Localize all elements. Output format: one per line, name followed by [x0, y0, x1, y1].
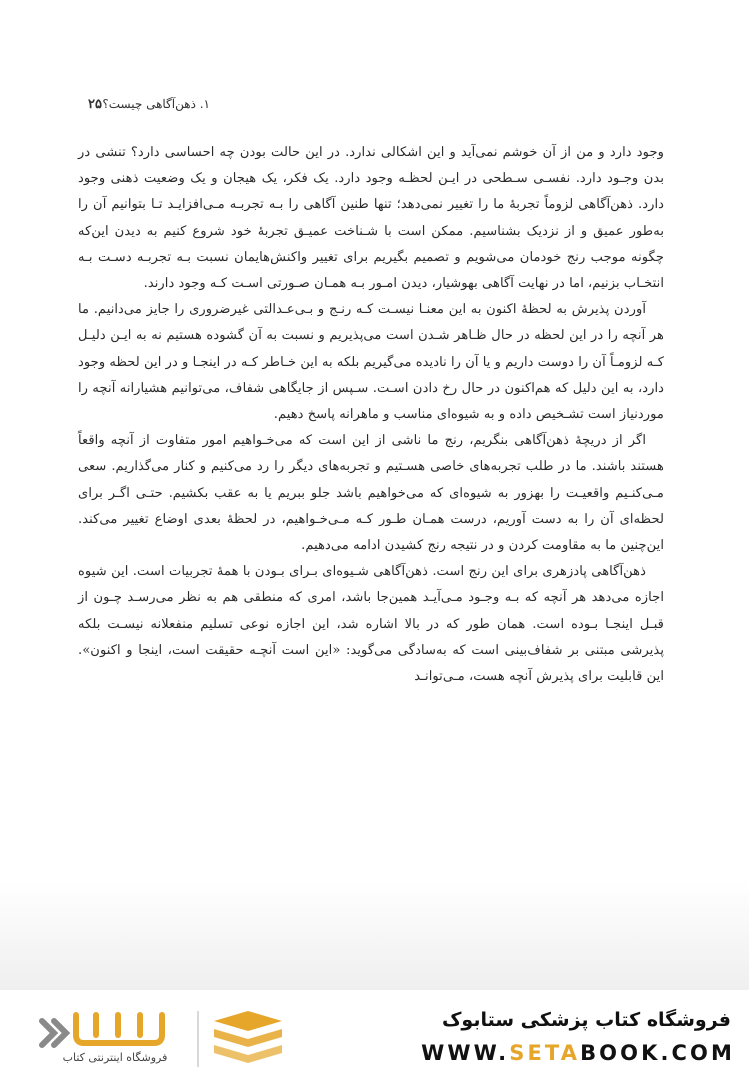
page-number: ۲۵: [88, 97, 102, 112]
paragraph: ذهن‌آگاهی پادزهری برای این رنج است. ذهن‌آگاهی شـیوه‌ای بـرای بـودن با همهٔ تجربیات است. این شیوه اجازه می‌دهد هر آنچه که بـه وجـود مـی‌آیـد همین‌جا باشد، امری که منطقی هم به نظر می‌رسـد چـون از قبـل اینجـا بـوده است. همان طور که در بالا اشاره شد، این اجازه نوعی تسلیم منفعلانه نیسـت بلکه پذیرشی مبتنی بر شفاف‌بینی است که به‌سادگی می‌گوید: «این است آنچـه حقیقت است، اینجا و اکنون». این قابلیت برای پذیرش آنچه هست، مـی‌توانـد: [78, 564, 664, 685]
url-accent: SETA: [509, 1041, 581, 1065]
page-header: [88, 97, 210, 117]
url-suffix: BOOK.COM: [580, 1041, 735, 1065]
paragraph: آوردن پذیرش به لحظهٔ اکنون به این معنـا نیسـت کـه رنـج و بـی‌عـدالتی غیرضروری را جایز می‌دانیم. ما هر آنچه را در این لحظه در حال ظـاهر شـدن است می‌پذیریم و نسبت به آن گشوده هستیم نه به ایـن دلیـل کـه لزومـاً آن را دوست داریم و یا آن را نادیده می‌گیریم بلکه به این خـاطر کـه در اینجـا و در این لحظه وجود دارد، به این دلیل که هم‌اکنون در حال رخ دادن اسـت. سـپس از جایگاهی شفاف، می‌توانیم هشیارانه آنچه را موردنیاز است تشـخیص داده و به شیوه‌ای مناسب و ماهرانه پاسخ دهیم.: [78, 302, 664, 423]
store-name: فروشگاه کتاب پزشکی ستابوک: [441, 1009, 731, 1031]
url-prefix: WWW.: [421, 1041, 510, 1065]
paragraph: اگر از دریچهٔ ذهن‌آگاهی بنگریم، رنج ما ناشی از این است که می‌خـواهیم امور متفاوت از آنچه واقعاً هستند باشند. ما در طلب تجربه‌های خاصی هسـتیم و تجربه‌های دیگر را رد می‌کنیم و کنار می‌گذاریم. سعی مـی‌کنـیم واقعیـت را بهزور به شیوه‌ای که می‌خواهیم باشد جلو ببریم یا به عقب بکشیم. حتـی اگـر برای لحظه‌ای آن را به دست آوریم، درست همـان طـور کـه مـی‌خـواهیم، در لحظهٔ بعدی اوضاع تغییر می‌کند. این‌چنین ما به مقاومت کردن و در نتیجه رنج کشیدن ادامه می‌دهیم.: [78, 433, 664, 554]
page-body: [78, 140, 664, 690]
store-banner: [0, 995, 749, 1079]
logo-subtitle: فروشگاه اینترنتی کتاب: [62, 1051, 168, 1064]
chapter-title: ۱. ذهن‌آگاهی چیست؟: [102, 97, 210, 111]
paragraph: وجود دارد و من از آن خوشم نمی‌آید و این اشکالی ندارد. در این حالت بودن چه احساسی دارد؟ تنشی در بدن وجـود دارد. نفسـی سـطحی در ایـن لحظـه وجود دارد. یک فکر، یک هیجان و یک وضعیت ذهنی وجود دارد. ذهن‌آگاهی لزوماً تجربهٔ ما را تغییر نمی‌دهد؛ تنها طنین آگاهی را بـه تجربـه مـی‌افزایـد تـا بتوانیم آن را به‌طور عمیق و از نزدیک بشناسیم. ممکن است با شـناخت عمیـق تجربهٔ خود شروع کنیم به دیدن این‌که چگونه موجب رنج خودمان می‌شویم و تصمیم بگیریم برای تغییر واکنش‌هایمان نسبت بـه تجربـه دسـت بـه انتخـاب بزنیم، اما در نهایت آگاهی بهوشیار، دیدن امـور بـه همـان صـورتی اسـت کـه وجود دارند.: [78, 145, 664, 292]
store-logo: [34, 1007, 304, 1071]
store-url[interactable]: [421, 1041, 735, 1065]
